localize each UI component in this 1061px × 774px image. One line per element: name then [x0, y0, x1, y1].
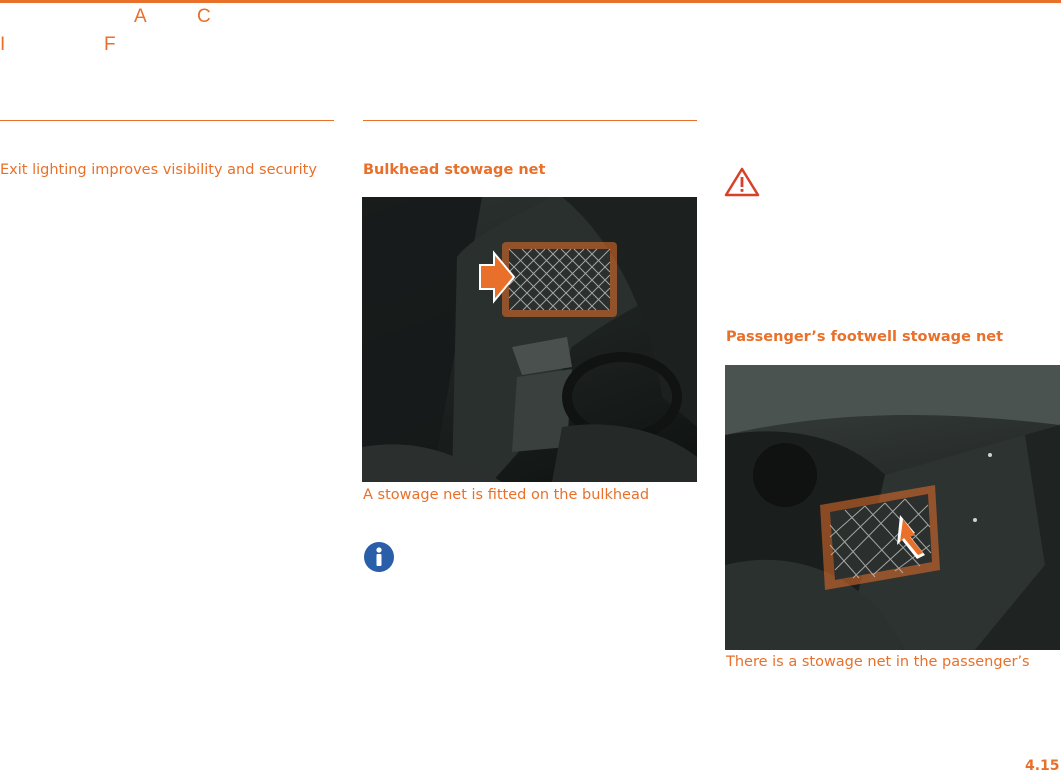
header-letter-c: C — [197, 6, 211, 27]
page-number: 4.15 — [1025, 758, 1060, 774]
column2-divider — [363, 120, 697, 121]
warning-triangle-icon — [724, 167, 760, 197]
column1-divider — [0, 120, 334, 121]
bulkhead-net-photo — [362, 197, 697, 482]
header-letter-i: I — [0, 34, 6, 55]
bulkhead-stowage-heading: Bulkhead stowage net — [363, 162, 546, 178]
passenger-footwell-heading: Passenger’s footwell stowage net — [726, 329, 1004, 345]
header-letter-f: F — [104, 34, 116, 55]
top-accent-bar — [0, 0, 1061, 3]
bulkhead-net-caption: A stowage net is fitted on the bulkhead — [363, 487, 650, 503]
exit-lighting-text: Exit lighting improves visibility and security — [0, 162, 317, 178]
passenger-footwell-photo — [725, 365, 1060, 650]
passenger-footwell-caption: There is a stowage net in the passenger’s — [726, 654, 1030, 670]
header-letter-a: A — [134, 6, 147, 27]
info-icon — [363, 541, 395, 573]
